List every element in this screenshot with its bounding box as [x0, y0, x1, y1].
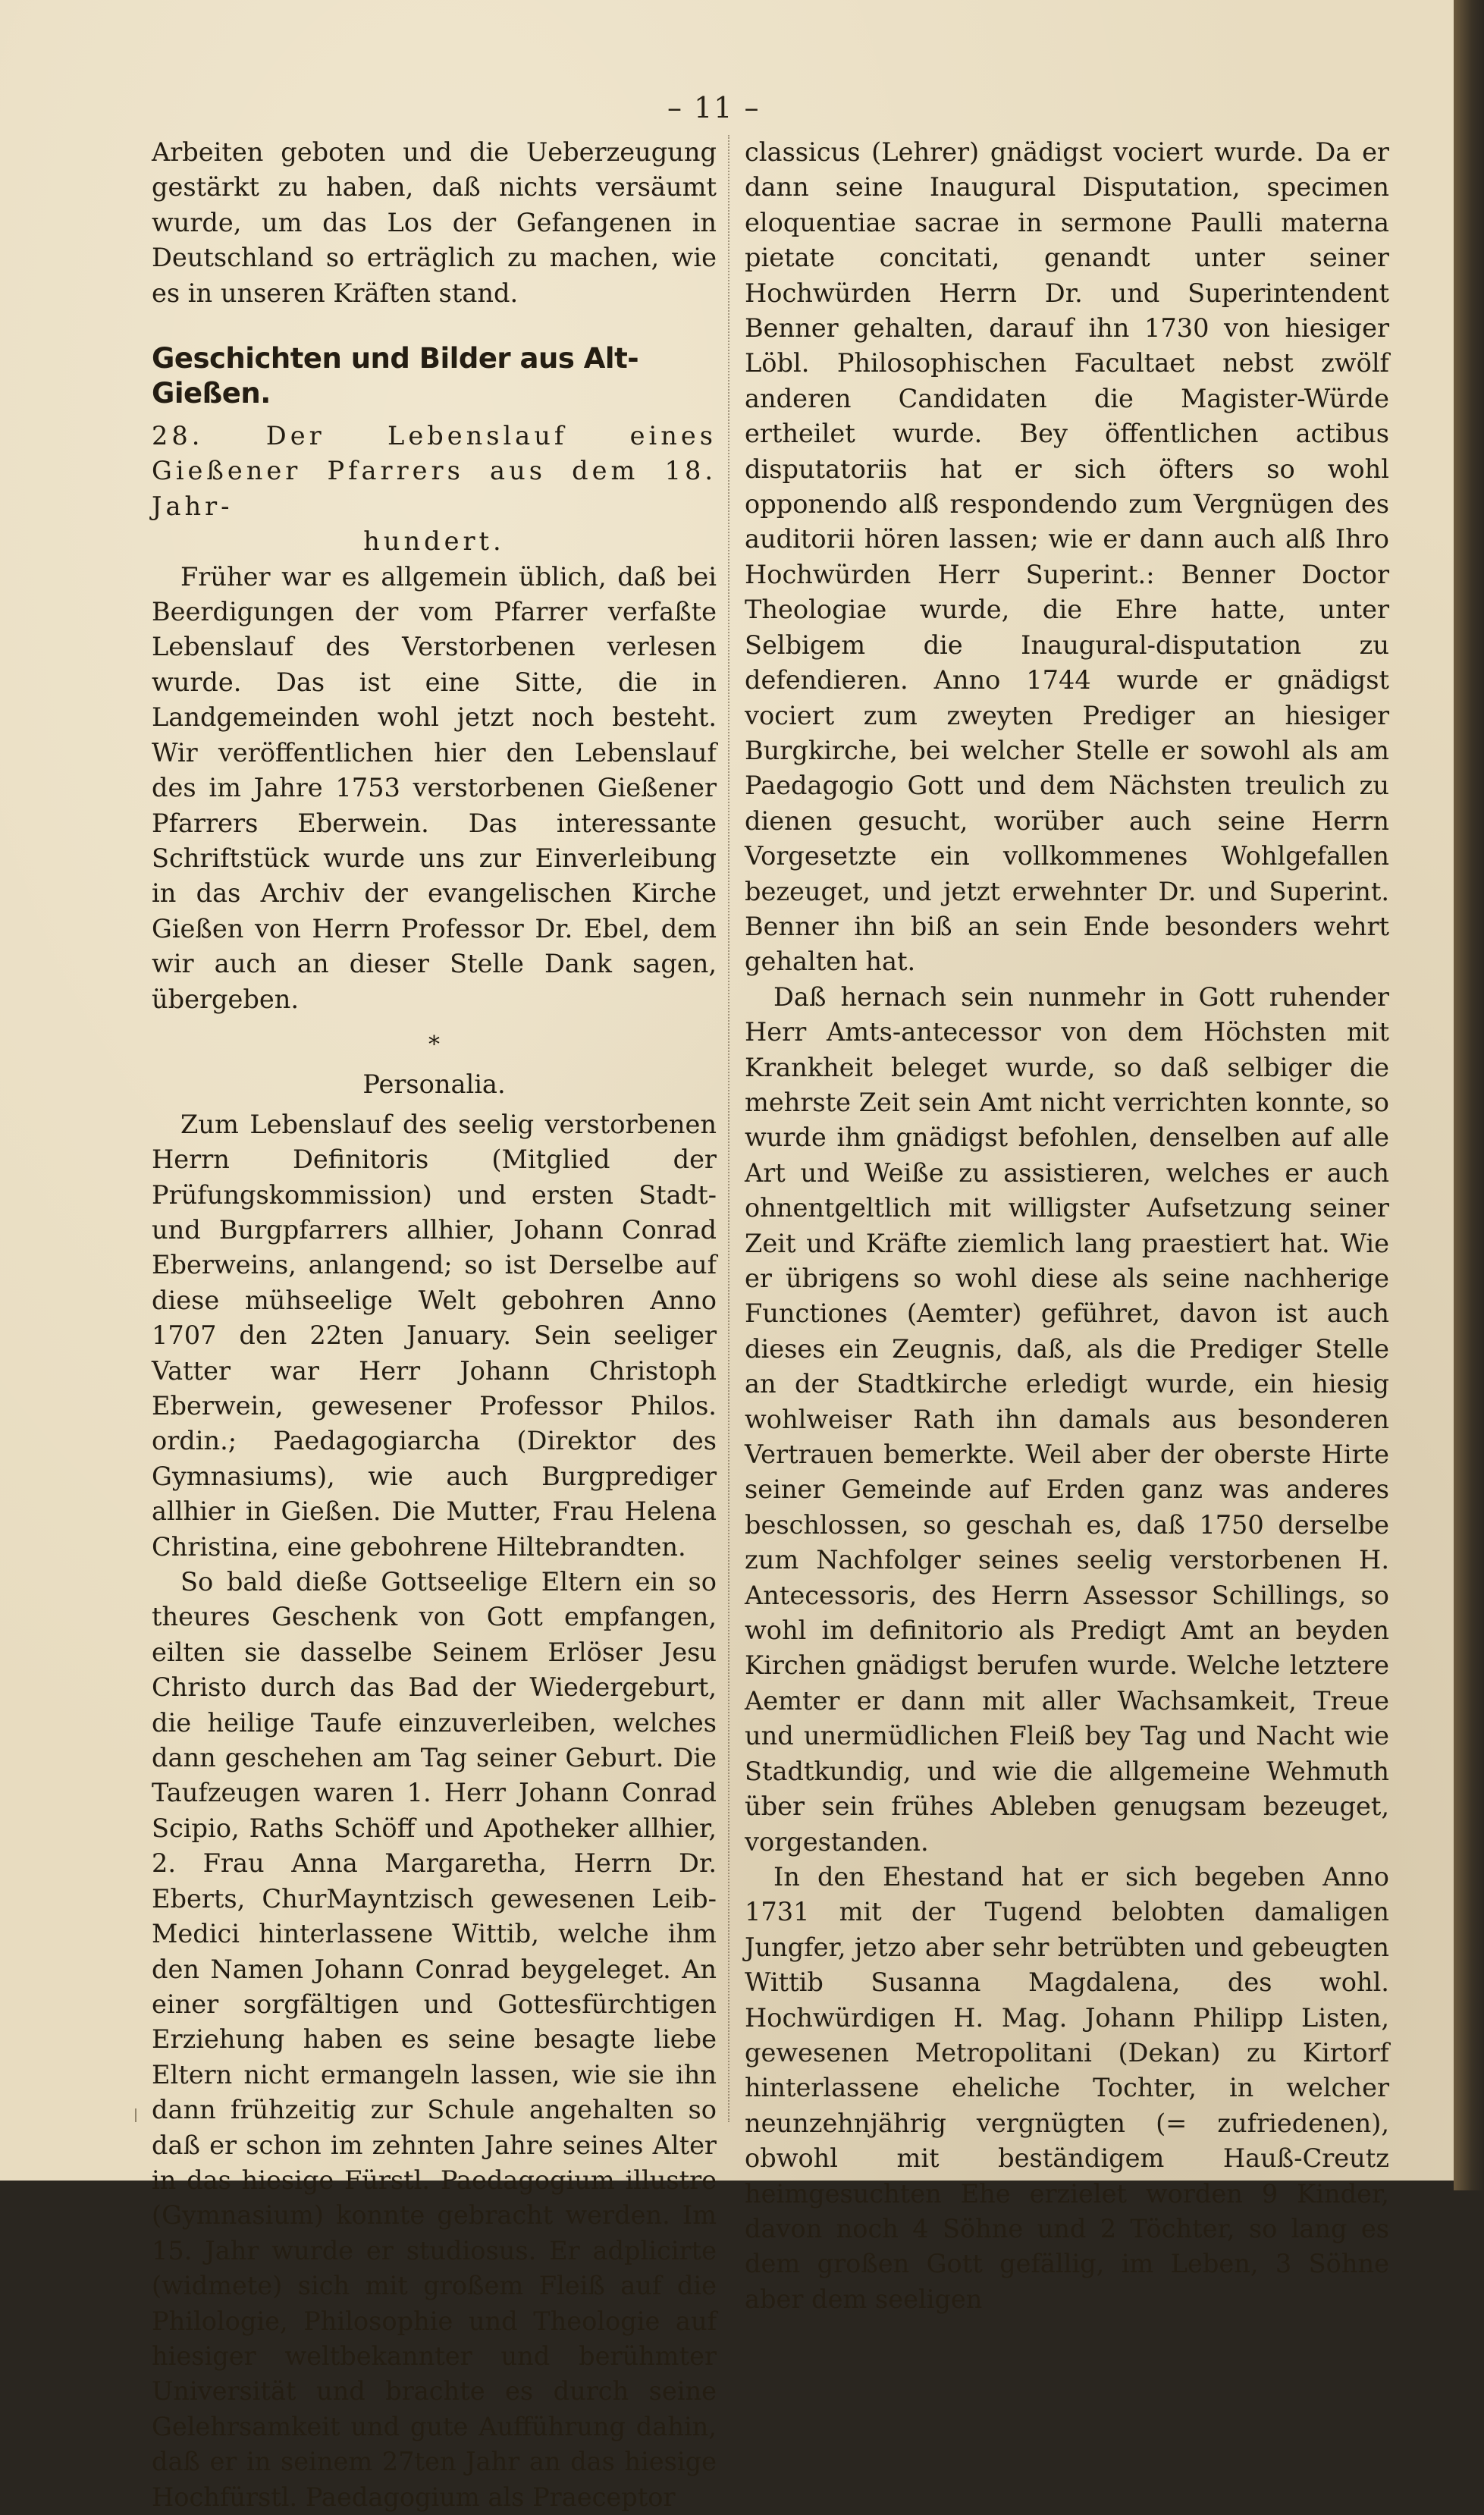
article-subheading-text: 28. Der Lebenslauf eines Gießener Pfarrers aus dem 18. Jahr-: [152, 421, 717, 521]
right-paragraph-2: Daß hernach sein nunmehr in Gott ruhender Herr Amts-antecessor von dem Höchsten mit Krankheit beleget wurde, so daß selbiger die mehrste Zeit sein Amt nicht verrichten konnte, so wurde ihm gnädigst befohlen, denselben auf alle Art und Weiße zu assistieren, welches er auch ohnentgeltlich mit willigster Aufsetzung seiner Zeit und Kräfte ziemlich lang praestiert hat. Wie er übrigens so wohl diese als seine nachherige Functiones (Aemter) geführet, davon ist auch dieses ein Zeugnis, daß, als die Prediger Stelle an der Stadtkirche erledigt wurde, ein hiesig wohlweiser Rath ihn damals aus besonderen Vertrauen bemerkte. Weil aber der oberste Hirte seiner Gemeinde auf Erden ganz was anderes beschlossen, so geschah es, daß 1750 derselbe zum Nachfolger seines seelig verstorbenen H. Antecessoris, des Herrn Assessor Schillings, so wohl im definitorio als Predigt Amt an beyden Kirchen gnädigst berufen wurde. Welche letztere Aemter er dann mit aller Wachsamkeit, Treue und unermüdlichen Fleiß bey Tag und Nacht wie Stadtkundig, und wie die allgemeine Wehmuth über sein frühes Ableben genugsam bezeuget, vorgestanden.: [745, 981, 1389, 1857]
intro-paragraph: Früher war es allgemein üblich, daß bei Beerdigungen der vom Pfarrer verfaßte Lebenslauf des Verstorbenen verlesen wurde. Das ist eine Sitte, die in Landgemeinden wohl jetzt noch besteht. Wir veröffentlichen hier den Lebenslauf des im Jahre 1753 verstorbenen Gießener Pfarrers Eberwein. Das interessante Schriftstück wurde uns zur Einverleibung in das Archiv der evangelischen Kirche Gießen von Herrn Professor Dr. Ebel, dem wir auch an dieser Stelle Dank sagen, übergeben.: [152, 561, 717, 1014]
continuation-paragraph: Arbeiten geboten und die Ueberzeugung gestärkt zu haben, daß nichts versäumt wurde, um das Los der Gefangenen in Deutschland so erträglich zu machen, wie es in unseren Kräften stand.: [152, 137, 717, 308]
column-divider: [728, 135, 730, 2122]
book-spine: [1454, 0, 1484, 2190]
right-paragraph-1: classicus (Lehrer) gnädigst vociert wurde. Da er dann seine Inaugural Disputation, specimen eloquentiae sacrae in sermone Paulli materna pietate concitati, genandt unter seiner Hochwürden Herrn Dr. und Superintendent Benner gehalten, darauf ihn 1730 von hiesiger Löbl. Philosophischen Facultaet nebst zwölf anderen Candidaten die Magister-Würde ertheilet wurde. Bey öffentlichen actibus disputatoriis hat er sich öfters so wohl opponendo alß respondendo zum Vergnügen des auditorii hören lassen; wie er dann auch alß Ihro Hochwürden Herr Superint.: Benner Doctor Theologiae wurde, die Ehre hatte, unter Selbigem die Inaugural-disputation zu defendieren. Anno 1744 wurde er gnädigst vociert zum zweyten Prediger an hiesiger Burgkirche, bei welcher Stelle er sowohl als am Paedagogio Gott und dem Nächsten treulich zu dienen gesucht, worüber auch seine Herrn Vorgesetzte ein vollkommenes Wohlgefallen bezeuget, und jetzt erwehnter Dr. und Superint. Benner ihn biß an sein Ende besonders wehrt gehalten hat.: [745, 137, 1389, 977]
left-column: [152, 135, 717, 2515]
personalia-paragraph-1: Zum Lebenslauf des seelig verstorbenen Herrn Definitoris (Mitglied der Prüfungskommission) und ersten Stadt- und Burgpfarrers allhier, Johann Conrad Eberweins, anlangend; so ist Derselbe auf diese mühseelige Welt gebohren Anno 1707 den 22ten January. Sein seeliger Vatter war Herr Johann Christoph Eberwein, gewesener Professor Philos. ordin.; Paedagogiarcha (Direktor des Gymnasiums), wie auch Burgprediger allhier in Gießen. Die Mutter, Frau Helena Christina, eine gebohrene Hiltebrandten.: [152, 1109, 717, 1562]
margin-mark: [135, 2108, 136, 2122]
right-paragraph-3: In den Ehestand hat er sich begeben Anno 1731 mit der Tugend belobten damaligen Jungfer, jetzo aber sehr betrübten und gebeugten Wittib Susanna Magdalena, des wohl. Hochwürdigen H. Mag. Johann Philipp Listen, gewesenen Metropolitani (Dekan) zu Kirtorf hinterlassene eheliche Tochter, in welcher neunzehnjährig vergnügten (= zufriedenen), obwohl mit beständigem Hauß-Creutz heimgesuchten Ehe erzielet worden 9 Kinder, davon noch 4 Söhne und 2 Töchter, so lang es dem großen Gott gefällig, im Leben, 3 Söhne aber dem seeligen: [745, 1861, 1389, 2314]
page-number: – 11 –: [667, 91, 761, 124]
article-subheading-end: hundert.: [363, 526, 505, 557]
personalia-title: Personalia.: [362, 1069, 506, 1100]
separator-asterisk: *: [428, 1031, 440, 1058]
section-headline: Geschichten und Bilder aus Alt-Gießen.: [152, 342, 639, 410]
article-subheading: [152, 419, 717, 560]
personalia-paragraph-2: So bald dieße Gottseelige Eltern ein so theures Geschenk von Gott empfangen, eilten sie dasselbe Seinem Erlöser Jesu Christo durch das Bad der Wiedergeburt, die heilige Taufe einzuverleiben, welches dann geschehen am Tag seiner Geburt. Die Taufzeugen waren 1. Herr Johann Conrad Scipio, Raths Schöff und Apotheker allhier, 2. Frau Anna Margaretha, Herrn Dr. Eberts, ChurMayntzisch gewesenen Leib-Medici hinterlassene Wittib, welche ihm den Namen Johann Conrad beygeleget. An einer sorgfältigen und Gottesfürchtigen Erziehung haben es seine besagte liebe Eltern nicht ermangeln lassen, wie sie ihn dann frühzeitig zur Schule angehalten so daß er schon im zehnten Jahre seines Alter in das hiesige Fürstl. Paedagogium illustre (Gymnasium) konnte gebracht werden. Im 15. Jahr wurde er studiosus. Er adplicirte (widmete) sich mit großem Fleiß auf die Philologie, Philosophie und Theologie auf hiesiger weltbekannter und berühmter Universität und brachte es durch seine Gelehrsamkeit und gute Aufführung dahin, daß er in seinem 27ten Jahr an das hiesige Hochfürstl. Paedagogium als Praeceptor: [152, 1567, 717, 2512]
right-column: [745, 135, 1389, 2317]
